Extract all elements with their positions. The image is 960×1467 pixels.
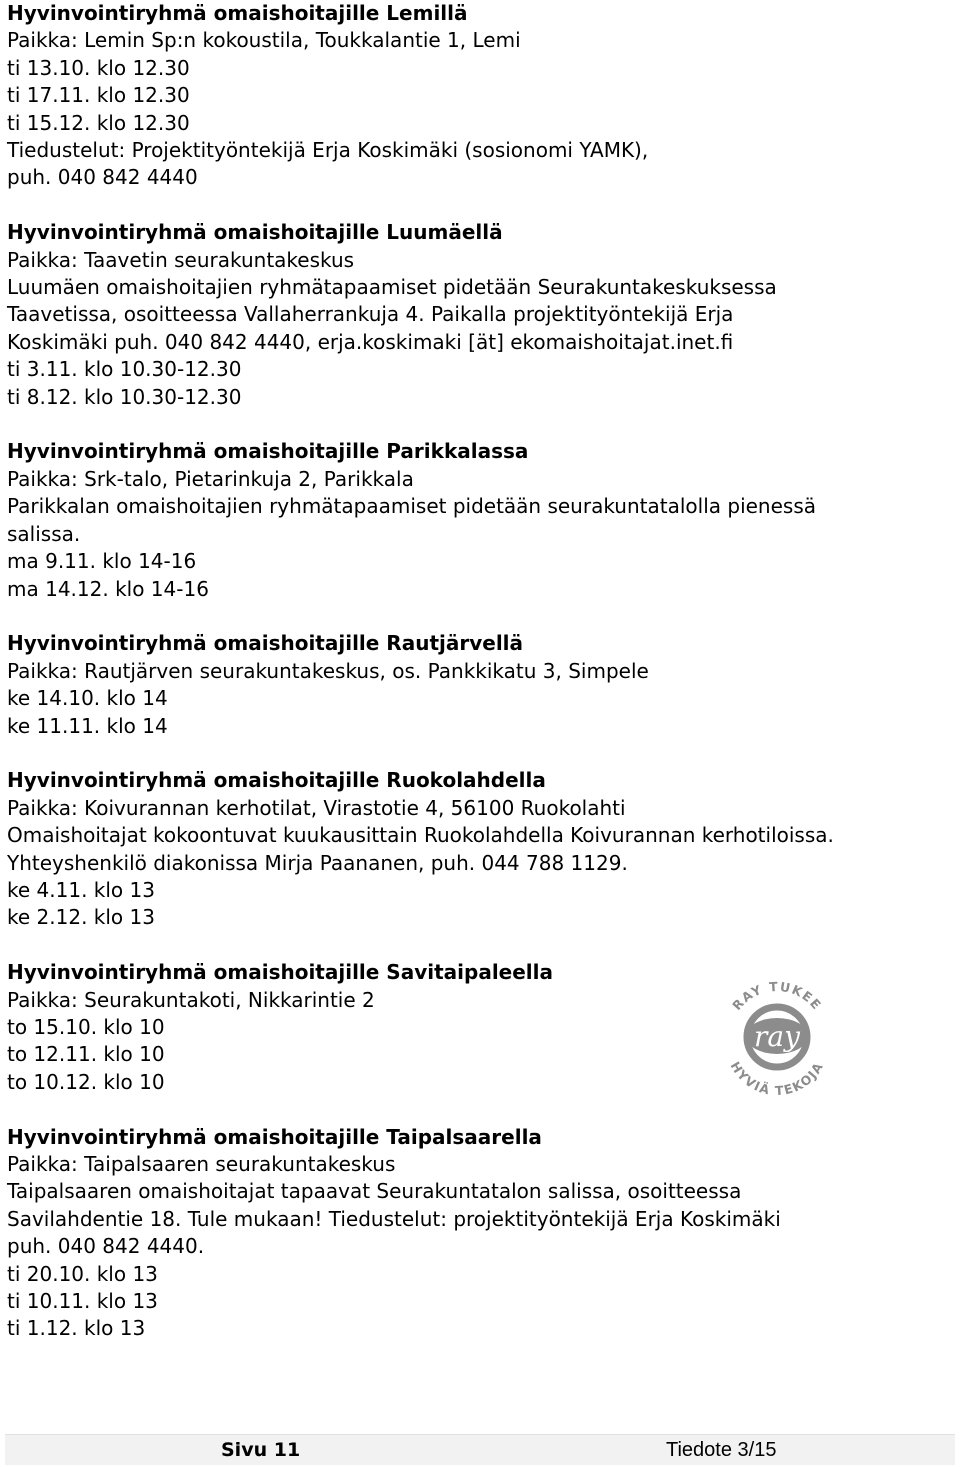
text-line: Paikka: Srk-talo, Pietarinkuja 2, Parikkala	[7, 466, 414, 491]
text-line: ti 3.11. klo 10.30-12.30	[7, 357, 242, 382]
text-line: ke 2.12. klo 13	[7, 905, 155, 930]
logo-bottom-text: HYVIÄ TEKOJA	[727, 1058, 827, 1099]
text-line: Yhteyshenkilö diakonissa Mirja Paananen, puh. 044 788 1129.	[7, 850, 628, 875]
text-line: Paikka: Koivurannan kerhotilat, Virastotie 4, 56100 Ruokolahti	[7, 795, 626, 820]
section-taipalsaari	[7, 1124, 952, 1343]
text-line: Parikkalan omaishoitajien ryhmätapaamiset pidetään seurakuntatalolla pienessä	[7, 494, 817, 519]
text-line: ti 13.10. klo 12.30	[7, 55, 190, 80]
page-footer	[5, 1434, 955, 1465]
text-line: ke 14.10. klo 14	[7, 686, 168, 711]
section-heading: Hyvinvointiryhmä omaishoitajille Parikkalassa	[7, 439, 529, 464]
page-number: Sivu 11	[221, 1439, 301, 1461]
section-heading: Hyvinvointiryhmä omaishoitajille Lemillä	[7, 1, 468, 25]
text-line: Luumäen omaishoitajien ryhmätapaamiset pidetään Seurakuntakeskuksessa	[7, 275, 777, 300]
text-line: ti 20.10. klo 13	[7, 1261, 158, 1286]
section-luumaki	[7, 219, 952, 411]
text-line: to 15.10. klo 10	[7, 1014, 165, 1039]
text-line: ti 10.11. klo 13	[7, 1289, 158, 1313]
section-heading: Hyvinvointiryhmä omaishoitajille Rautjärvellä	[7, 631, 524, 656]
section-heading: Hyvinvointiryhmä omaishoitajille Taipalsaarella	[7, 1124, 542, 1149]
section-lemi	[7, 0, 952, 192]
text-line: ti 8.12. klo 10.30-12.30	[7, 384, 242, 409]
text-line: Omaishoitajat kokoontuvat kuukausittain Ruokolahdella Koivurannan kerhotiloissa.	[7, 823, 834, 848]
text-line: Tiedustelut: Projektityöntekijä Erja Koskimäki (sosionomi YAMK),	[7, 138, 649, 163]
section-heading: Hyvinvointiryhmä omaishoitajille Savitaipaleella	[7, 960, 554, 985]
text-line: Paikka: Lemin Sp:n kokoustila, Toukkalantie 1, Lemi	[7, 28, 521, 53]
text-line: Koskimäki puh. 040 842 4440, erja.koskimaki [ät] ekomaishoitajat.inet.fi	[7, 329, 734, 354]
ray-logo	[712, 960, 842, 1110]
text-line: ma 9.11. klo 14-16	[7, 549, 197, 574]
section-heading: Hyvinvointiryhmä omaishoitajille Luumäellä	[7, 220, 503, 245]
section-parikkala	[7, 438, 952, 602]
text-line: puh. 040 842 4440	[7, 165, 198, 190]
text-line: ma 14.12. klo 14-16	[7, 576, 209, 601]
text-line: Paikka: Taavetin seurakuntakeskus	[7, 247, 355, 272]
text-line: to 10.12. klo 10	[7, 1069, 165, 1094]
text-line: ti 15.12. klo 12.30	[7, 110, 190, 135]
text-line: to 12.11. klo 10	[7, 1042, 165, 1067]
logo-center-text: ray	[754, 1020, 800, 1053]
section-ruokolahti	[7, 767, 952, 931]
text-line: ti 17.11. klo 12.30	[7, 83, 190, 108]
logo-top-text: RAY TUKEE	[729, 978, 825, 1014]
text-line: Paikka: Seurakuntakoti, Nikkarintie 2	[7, 987, 375, 1012]
text-line: Taipalsaaren omaishoitajat tapaavat Seurakuntatalon salissa, osoitteessa	[7, 1179, 742, 1204]
ray-logo-graphic	[712, 960, 842, 1110]
text-line: Savilahdentie 18. Tule mukaan! Tiedustelut: projektityöntekijä Erja Koskimäki	[7, 1206, 781, 1231]
text-line: salissa.	[7, 521, 81, 546]
text-line: ti 1.12. klo 13	[7, 1316, 146, 1341]
text-line: ke 4.11. klo 13	[7, 877, 155, 902]
text-line: ke 11.11. klo 14	[7, 713, 168, 738]
text-line: Paikka: Taipalsaaren seurakuntakeskus	[7, 1151, 396, 1176]
text-line: Taavetissa, osoitteessa Vallaherrankuja 4. Paikalla projektityöntekijä Erja	[7, 302, 734, 327]
document-body	[7, 0, 952, 1343]
section-heading: Hyvinvointiryhmä omaishoitajille Ruokolahdella	[7, 768, 546, 793]
issue-label: Tiedote 3/15	[666, 1439, 777, 1461]
text-line: Paikka: Rautjärven seurakuntakeskus, os. Pankkikatu 3, Simpele	[7, 658, 649, 683]
section-rautjarvi	[7, 630, 952, 740]
text-line: puh. 040 842 4440.	[7, 1234, 205, 1259]
